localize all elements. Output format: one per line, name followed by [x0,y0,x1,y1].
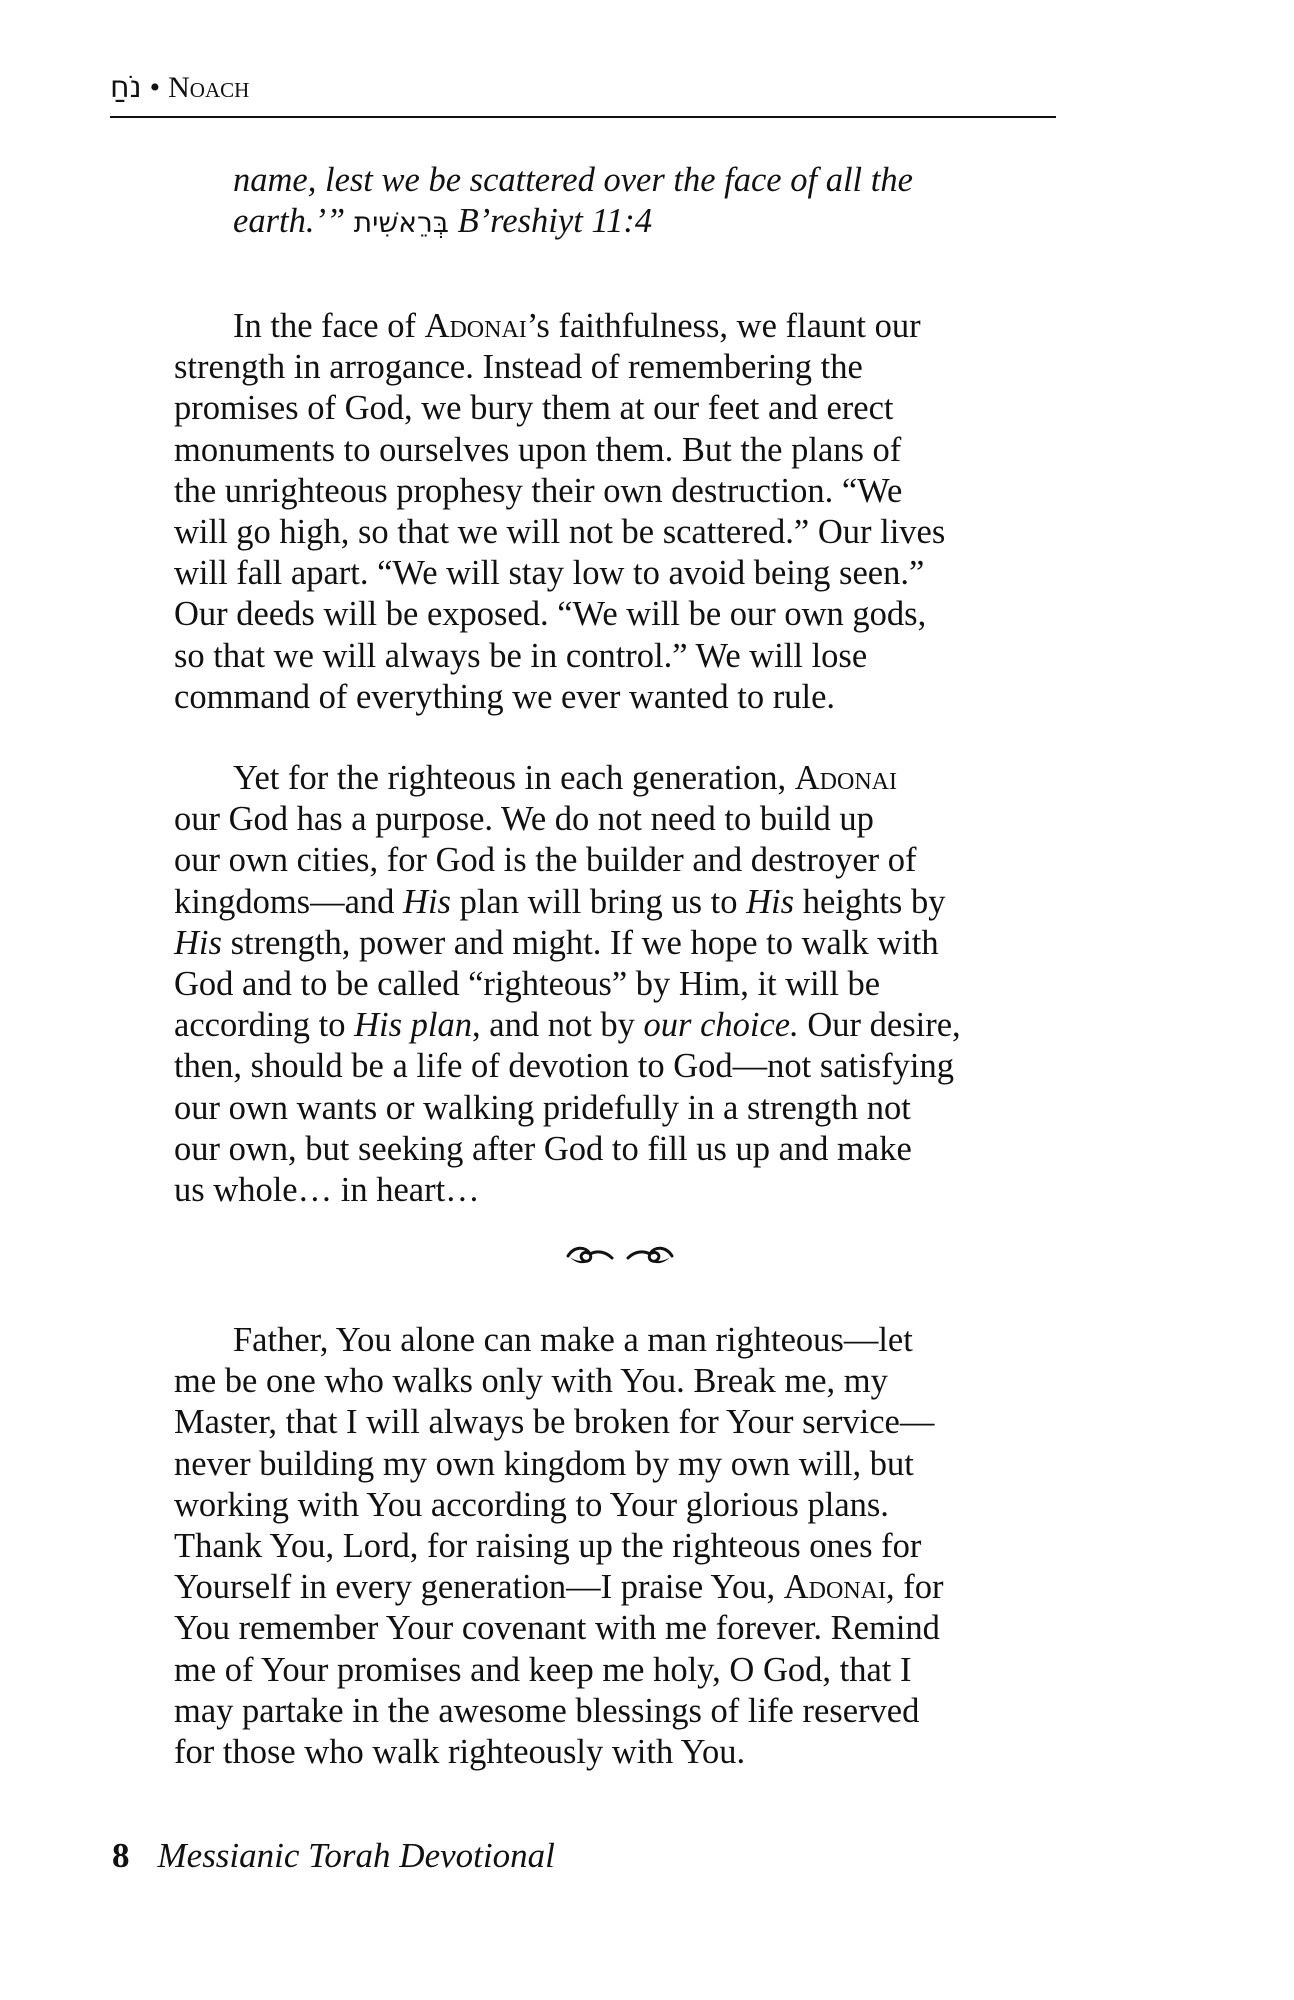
text-run: Our desire, [807,1006,961,1045]
text-run: according to [174,1006,346,1045]
paragraph-line [174,758,1054,799]
paragraph-prayer [174,1320,1054,1773]
paragraph-line: me be one who walks only with You. Break me, my [174,1362,888,1401]
ornament-divider-icon [560,1240,680,1270]
paragraph-line: us whole… in heart… [174,1171,480,1210]
header-hebrew-portion: נֹחַ [110,70,142,105]
paragraph-line: Our deeds will be exposed. “We will be our own gods, [174,595,927,634]
text-run: heights by [802,882,946,921]
divine-name: Adonai [794,759,898,797]
paragraph-line: strength in arrogance. Instead of remembering the [174,348,863,387]
text-run: plan will bring us to [459,882,738,921]
header-separator: • [149,71,161,104]
emphasis: His plan [354,1006,472,1045]
paragraph-line: may partake in the awesome blessings of life reserved [174,1691,920,1730]
paragraph-line: You remember Your covenant with me forever. Remind [174,1609,940,1648]
running-header [110,68,1056,118]
paragraph-line [174,306,1054,347]
scripture-quote [233,160,1113,243]
paragraph-line: the unrighteous prophesy their own destruction. “We [174,471,903,510]
paragraph-line: me of Your promises and keep me holy, O God, that I [174,1650,912,1689]
hebrew-book-name: בְּרֵאשִׁית [353,206,449,240]
emphasis: His [746,882,795,921]
emphasis: our choice. [643,1006,799,1045]
paragraph-line: for those who walk righteously with You. [174,1733,746,1772]
paragraph-line: our own wants or walking pridefully in a strength not [174,1088,911,1127]
scripture-reference: B’reshiyt 11:4 [457,202,653,241]
text-run: , and not by [472,1006,635,1045]
paragraph-line: God and to be called “righteous” by Him, it will be [174,965,881,1004]
header-portion-name: Noach [168,71,250,104]
paragraph-line: never building my own kingdom by my own will, but [174,1444,914,1483]
divine-name: Adonai [783,1568,886,1607]
paragraph-line: our own, but seeking after God to fill us up and make [174,1129,912,1168]
text-run: Yourself in every generation—I praise You, [174,1568,776,1607]
text-run: , for [885,1568,944,1607]
paragraph-line [174,1005,1054,1046]
paragraph-reflection [174,306,1054,718]
quote-text: earth.’” [233,202,346,241]
paragraph-line: working with You according to Your glorious plans. [174,1485,889,1524]
paragraph-line: our own cities, for God is the builder and destroyer of [174,841,917,880]
paragraph-line [174,923,1054,964]
paragraph-righteous-purpose [174,758,1054,1211]
paragraph-line: our God has a purpose. We do not need to build up [174,800,874,839]
paragraph-line: will fall apart. “We will stay low to avoid being seen.” [174,554,925,593]
divine-name: Adonai [424,307,527,345]
text-run: ’s faithfulness, we flaunt our [526,307,921,345]
paragraph-line: monuments to ourselves upon them. But the plans of [174,430,902,469]
book-title: Messianic Torah Devotional [157,1836,555,1875]
paragraph-line: Thank You, Lord, for raising up the righteous ones for [174,1527,922,1566]
paragraph-line: command of everything we ever wanted to rule. [174,677,836,716]
text-run: strength, power and might. If we hope to walk with [230,923,939,962]
paragraph-line: will go high, so that we will not be scattered.” Our lives [174,513,946,552]
paragraph-line: promises of God, we bury them at our feet and erect [174,389,894,428]
paragraph-line [174,882,1054,923]
page-number: 8 [112,1836,130,1875]
page-footer [112,1834,555,1878]
emphasis: His [174,923,222,962]
paragraph-line: so that we will always be in control.” We will lose [174,636,868,675]
quote-line-with-reference [233,201,1113,243]
paragraph-line: Father, You alone can make a man righteous—let [233,1321,913,1359]
text-run: In the face of [233,307,416,345]
emphasis: His [403,882,451,921]
text-run: kingdoms—and [174,882,395,921]
paragraph-line [174,1567,1054,1608]
fleuron-icon [560,1240,680,1270]
text-run: Yet for the righteous in each generation, [233,759,787,797]
paragraph-line: then, should be a life of devotion to God—not satisfying [174,1047,954,1086]
quote-line: name, lest we be scattered over the face of all the [233,161,913,199]
paragraph-line: Master, that I will always be broken for Your service— [174,1403,935,1442]
